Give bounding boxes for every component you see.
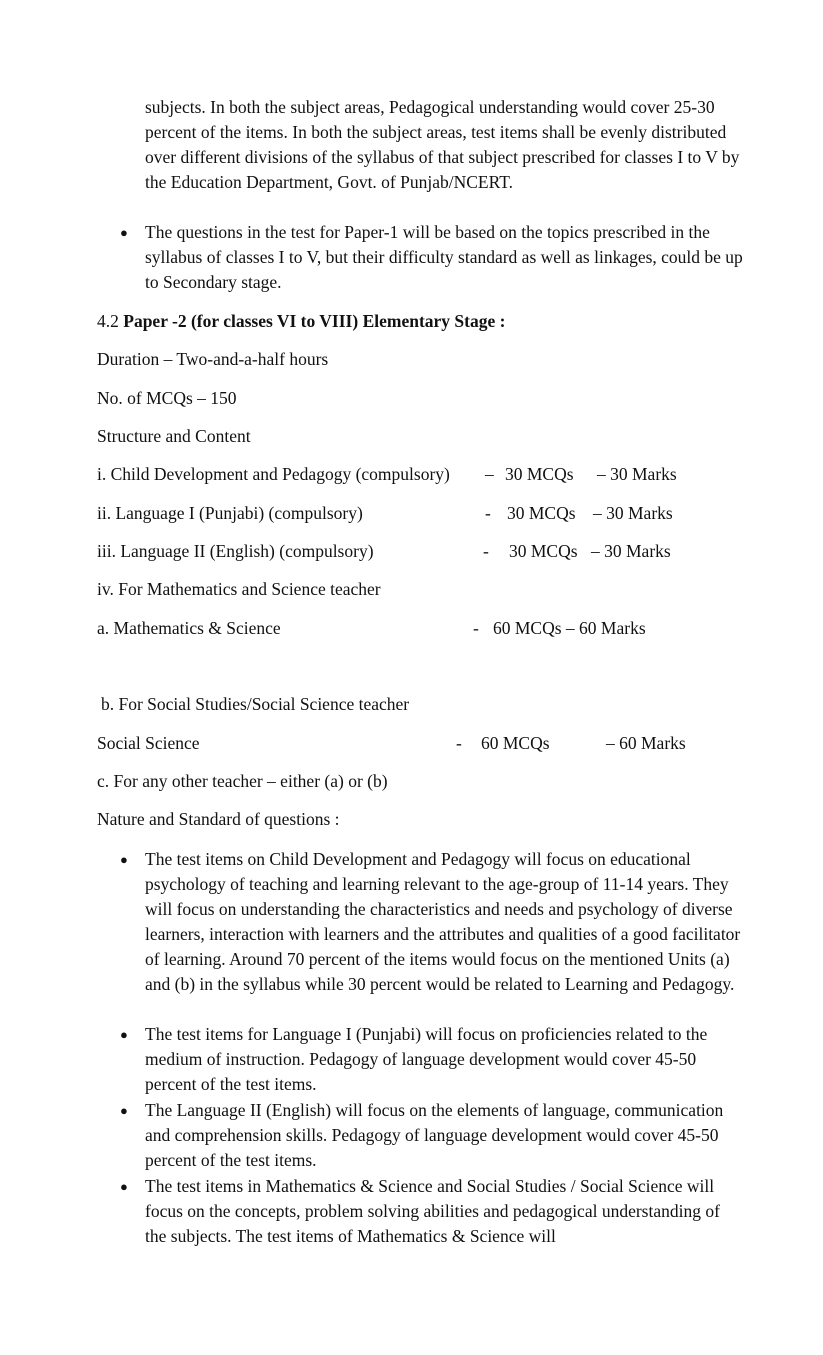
social-row-mcqs: 60 MCQs [481,733,550,753]
section-title: Paper -2 (for classes VI to VIII) Elementary Stage : [123,311,506,331]
mcq-count-line: No. of MCQs – 150 [97,388,237,408]
bullet-item: The test items for Language I (Punjabi) will focus on proficiencies related to the medium of instruction. Pedagogy of language development would cover 45-50 percent of the test items. [145,1024,708,1094]
section-heading [97,309,505,334]
bullet-dot: ● [120,1103,128,1118]
row-marks: – 30 Marks [597,464,677,484]
math-row-label: a. Mathematics & Science [97,618,281,638]
row-label: iii. Language II (English) (compulsory) [97,541,374,561]
row-marks: – 30 Marks [591,541,671,561]
row-label: i. Child Development and Pedagogy (compulsory) [97,464,450,484]
social-row-marks: – 60 Marks [606,733,686,753]
section-number: 4.2 [97,311,119,331]
bullet-dot: ● [120,1027,128,1042]
bullet-dot: ● [120,225,128,240]
structure-heading: Structure and Content [97,426,251,446]
row-label: ii. Language I (Punjabi) (compulsory) [97,503,363,523]
math-row-value: 60 MCQs – 60 Marks [493,618,646,638]
bullet-item: The test items in Mathematics & Science and Social Studies / Social Science will focus on the concepts, problem solving abilities and pedagogical understanding of the subjects. The test items of Mathematics & Science will [145,1176,720,1246]
row-dash: – [485,464,494,484]
row-dash: - [485,503,491,523]
row-mcqs: 30 MCQs [507,503,576,523]
continuation-paragraph: subjects. In both the subject areas, Pedagogical understanding would cover 25-30 percent of the items. In both the subject areas, test items shall be evenly distributed over different divisions of the syllabus of that subject prescribed for classes I to V by the Education Department, Govt. of Punjab/NCERT. [145,97,740,192]
math-row-dash: - [473,618,479,638]
bullet-dot: ● [120,1179,128,1194]
row-marks: – 30 Marks [593,503,673,523]
bullet-paper1: The questions in the test for Paper-1 will be based on the topics prescribed in the syllabus of classes I to V, but their difficulty standard as well as linkages, could be up to Secondary stage. [145,222,743,292]
row-mcqs: 30 MCQs [505,464,574,484]
bullet-dot: ● [120,852,128,867]
bullet-item: The Language II (English) will focus on the elements of language, communication and comprehension skills. Pedagogy of language development would cover 45-50 percent of the test items. [145,1100,724,1170]
social-heading: b. For Social Studies/Social Science teacher [101,694,410,714]
social-row-label: Social Science [97,733,200,753]
social-row-dash: - [456,733,462,753]
row-dash: - [483,541,489,561]
row-mcqs: 30 MCQs [509,541,578,561]
duration-line: Duration – Two-and-a-half hours [97,349,329,369]
math-science-heading: iv. For Mathematics and Science teacher [97,579,381,599]
other-teacher-line: c. For any other teacher – either (a) or (b) [97,771,388,791]
nature-heading: Nature and Standard of questions : [97,809,340,829]
bullet-item: The test items on Child Development and Pedagogy will focus on educational psychology of teaching and learning relevant to the age-group of 11-14 years. They will focus on understanding the characteristics and needs and psychology of diverse learners, interaction with learners and the attributes and qualities of a good facilitator of learning. Around 70 percent of the items would focus on the mentioned Units (a) and (b) in the syllabus while 30 percent would be related to Learning and Pedagogy. [145,849,741,994]
